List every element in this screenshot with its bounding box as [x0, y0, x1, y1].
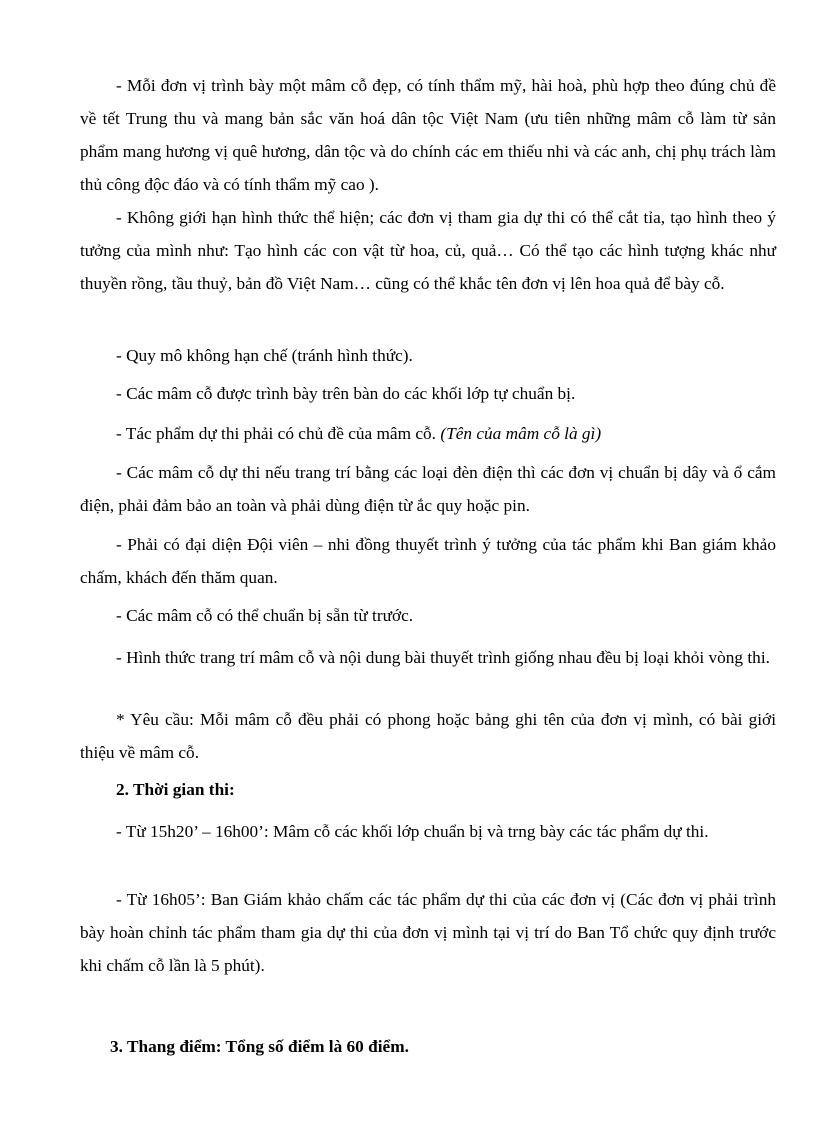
paragraph-theme: - Tác phẩm dự thi phải có chủ đề của mâm cỗ. (Tên của mâm cỗ là gì): [116, 424, 602, 443]
paragraph-disqualification: - Hình thức trang trí mâm cỗ và nội dung bài thuyết trình giống nhau đều bị loại khỏi vòng thi.: [116, 648, 770, 667]
theme-note: (Tên của mâm cỗ là gì): [440, 424, 602, 443]
paragraph-scale: - Quy mô không hạn chế (tránh hình thức).: [116, 346, 413, 365]
paragraph-prepare-ahead: - Các mâm cỗ có thể chuẩn bị sẵn từ trước.: [116, 606, 414, 625]
heading-time: 2. Thời gian thi:: [116, 780, 235, 799]
paragraph-form-freedom: - Không giới hạn hình thức thể hiện; các đơn vị tham gia dự thi có thể cắt tỉa, tạo hình theo ý tưởng của mình như: Tạo hình các con vật từ hoa, củ, quả… Có thể tạo các hình tượng khác như thuyền rồng, tầu thuỷ, bản đồ Việt Nam… cũng có thể khắc tên đơn vị lên hoa quả để bày cỗ.: [80, 208, 776, 293]
paragraph-presenter: - Phải có đại diện Đội viên – nhi đồng thuyết trình ý tưởng của tác phẩm khi Ban giám khảo chấm, khách đến thăm quan.: [80, 535, 776, 587]
heading-scoring: 3. Thang điểm: Tổng số điểm là 60 điểm.: [110, 1037, 409, 1056]
paragraph-requirement: * Yêu cầu: Mỗi mâm cỗ đều phải có phong hoặc bảng ghi tên của đơn vị mình, có bài giới thiệu về mâm cỗ.: [80, 710, 776, 762]
paragraph-time-prep: - Từ 15h20’ – 16h00’: Mâm cỗ các khối lớp chuẩn bị và trng bày các tác phẩm dự thi.: [116, 822, 709, 841]
paragraph-presentation-requirement: - Mỗi đơn vị trình bày một mâm cỗ đẹp, có tính thẩm mỹ, hài hoà, phù hợp theo đúng chủ đề về tết Trung thu và mang bản sắc văn hoá dân tộc Việt Nam (ưu tiên những mâm cỗ làm từ sản phẩm mang hương vị quê hương, dân tộc và do chính các em thiếu nhi và các anh, chị phụ trách làm thủ công độc đáo và có tính thẩm mỹ cao ).: [80, 76, 776, 194]
paragraph-time-judging: - Từ 16h05’: Ban Giám khảo chấm các tác phẩm dự thi của các đơn vị (Các đơn vị phải trình bày hoàn chỉnh tác phẩm tham gia dự thi của đơn vị mình tại vị trí do Ban Tổ chức quy định trước khi chấm cỗ lần là 5 phút).: [80, 890, 776, 975]
paragraph-electric-lights: - Các mâm cỗ dự thi nếu trang trí bằng các loại đèn điện thì các đơn vị chuẩn bị dây và ổ cắm điện, phải đảm bảo an toàn và phải dùng điện từ ắc quy hoặc pin.: [80, 463, 776, 515]
paragraph-tables: - Các mâm cỗ được trình bày trên bàn do các khối lớp tự chuẩn bị.: [116, 384, 576, 403]
